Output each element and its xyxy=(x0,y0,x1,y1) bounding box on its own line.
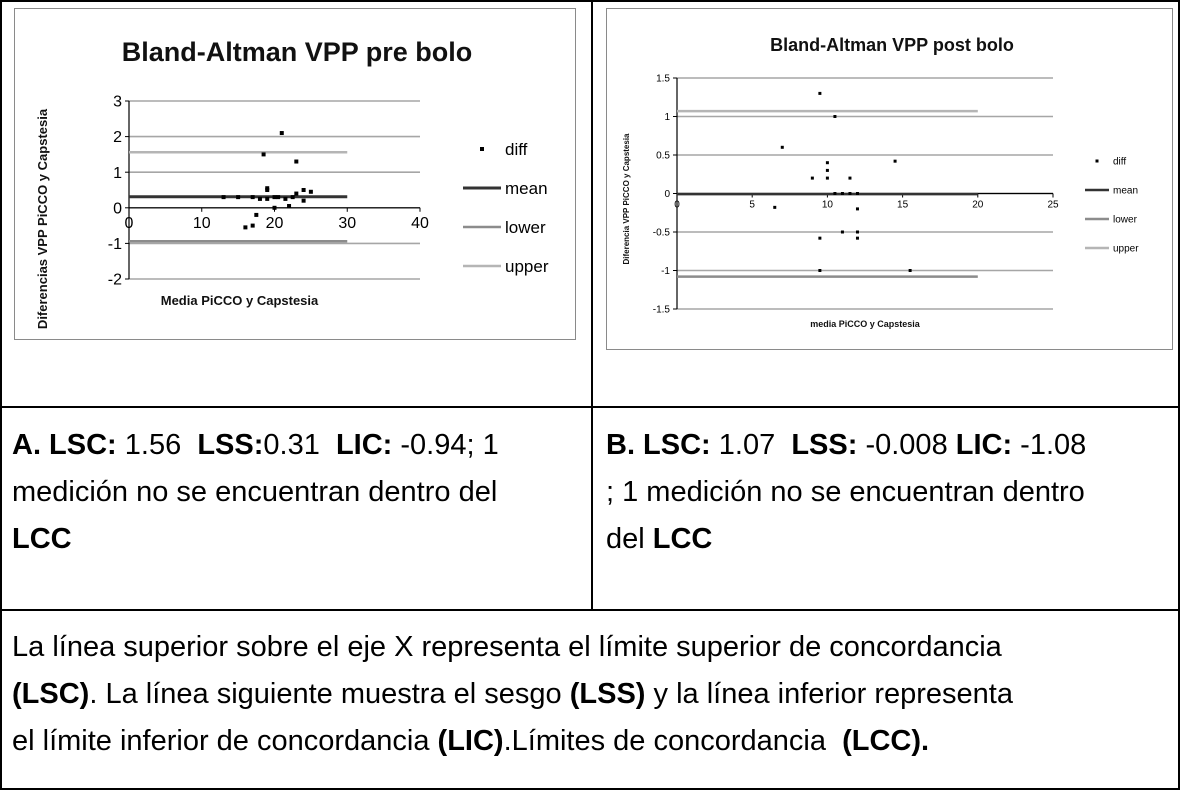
b-line xyxy=(606,516,1174,563)
diff-point xyxy=(826,161,829,164)
diff-point xyxy=(243,225,247,229)
text-run: La línea superior sobre el eje X representa el límite superior de concordancia xyxy=(12,631,1002,663)
diff-point xyxy=(841,192,844,195)
diff-point xyxy=(856,237,859,240)
cell-b-text xyxy=(606,422,1174,563)
diff-point xyxy=(265,188,269,192)
bold-run: (LSS) xyxy=(569,678,646,710)
table-border-left xyxy=(0,0,2,790)
y-tick-label: 1 xyxy=(664,112,670,123)
diff-point xyxy=(811,177,814,180)
a-line xyxy=(12,469,584,516)
diff-point xyxy=(251,224,255,228)
y-tick-label: -1 xyxy=(107,236,122,253)
y-tick-label: 3 xyxy=(113,93,122,111)
diff-point xyxy=(909,269,912,272)
bold-run: LSS: xyxy=(197,429,264,461)
diff-point xyxy=(818,92,821,95)
x-axis-label: Media PiCCO y Capstesia xyxy=(160,293,319,308)
bold-run: LCC xyxy=(12,523,72,555)
diff-point xyxy=(294,192,298,196)
diff-point xyxy=(273,195,277,199)
legend-label-lower: lower xyxy=(1113,214,1137,226)
diff-point xyxy=(302,199,306,203)
diff-point xyxy=(280,131,284,135)
bold-run: A. LSC: xyxy=(12,429,117,461)
diff-point xyxy=(856,231,859,234)
diff-point xyxy=(894,160,897,163)
chart-a-panel xyxy=(14,8,576,340)
diff-point xyxy=(856,207,859,210)
diff-point xyxy=(856,192,859,195)
x-tick-label: 25 xyxy=(1047,199,1059,211)
text-run: medición no se encuentran dentro del xyxy=(12,476,498,508)
diff-point xyxy=(818,269,821,272)
table-divider-col xyxy=(591,0,593,610)
legend-label-upper: upper xyxy=(505,256,549,276)
text-run: 1.07 xyxy=(710,429,792,461)
a-line xyxy=(12,422,584,469)
diff-point xyxy=(287,204,291,208)
diff-point xyxy=(294,160,298,164)
diff-point xyxy=(273,206,277,210)
text-run: y la línea inferior representa xyxy=(645,678,1013,710)
diff-point xyxy=(254,213,258,217)
x-tick-label: 5 xyxy=(749,199,755,211)
x-tick-label: 0 xyxy=(674,199,680,211)
y-tick-label: 1.5 xyxy=(656,73,670,85)
diff-point xyxy=(262,152,266,156)
y-tick-label: 0.5 xyxy=(656,150,670,162)
text-run: ; 1 medición no se encuentran dentro xyxy=(606,476,1085,508)
legend-label-lower: lower xyxy=(505,217,546,237)
x-tick-label: 20 xyxy=(972,199,984,211)
diff-point xyxy=(265,197,269,201)
y-tick-label: 0 xyxy=(664,189,670,200)
bold-run: LSS: xyxy=(791,429,858,461)
bold-run: LIC: xyxy=(955,429,1013,461)
diff-point xyxy=(236,195,240,199)
bold-run: B. LSC: xyxy=(606,429,711,461)
table-border-top xyxy=(0,0,1180,2)
chart-b-panel xyxy=(606,8,1173,350)
x-tick-label: 10 xyxy=(192,214,211,232)
diff-point xyxy=(833,115,836,118)
cell-a-text xyxy=(12,422,584,563)
chart-title: Bland-Altman VPP pre bolo xyxy=(121,37,473,67)
text-run: 0.31 xyxy=(263,429,336,461)
x-tick-label: 0 xyxy=(124,214,134,232)
b-line xyxy=(606,469,1174,516)
caption-line xyxy=(12,671,1174,718)
y-axis-label: Diferencia VPP PiCCO y Capstesia xyxy=(622,133,631,265)
bold-run: (LSC) xyxy=(12,678,90,710)
legend-label-mean: mean xyxy=(1113,185,1139,197)
y-tick-label: -1.5 xyxy=(652,304,670,316)
y-tick-label: 1 xyxy=(113,164,122,182)
text-run: -1.08 xyxy=(1012,429,1087,461)
chart-title: Bland-Altman VPP post bolo xyxy=(770,35,1014,55)
legend-label-upper: upper xyxy=(1113,243,1139,255)
y-tick-label: -1 xyxy=(661,266,670,277)
diff-point xyxy=(309,190,313,194)
y-tick-label: 0 xyxy=(113,200,122,218)
bold-run: (LIC) xyxy=(437,725,504,757)
diff-point xyxy=(826,169,829,172)
a-line xyxy=(12,516,584,563)
text-run: el límite inferior de concordancia xyxy=(12,725,438,757)
diff-point xyxy=(773,206,776,209)
diff-point xyxy=(841,231,844,234)
y-axis-label: Diferencias VPP PiCCO y Capstesia xyxy=(35,108,50,330)
bold-run: LIC: xyxy=(335,429,393,461)
diff-point xyxy=(222,195,226,199)
caption-line xyxy=(12,624,1174,671)
text-run: . La línea siguiente muestra el sesgo xyxy=(89,678,570,710)
x-axis-label: media PiCCO y Capstesia xyxy=(810,319,920,329)
diff-point xyxy=(283,197,287,201)
legend-label-mean: mean xyxy=(505,178,548,198)
y-tick-label: -2 xyxy=(107,271,122,289)
diff-point xyxy=(833,192,836,195)
diff-point xyxy=(291,195,295,199)
x-tick-label: 10 xyxy=(821,199,833,211)
x-tick-label: 30 xyxy=(338,214,357,232)
diff-point xyxy=(818,237,821,240)
text-run: del xyxy=(606,523,653,555)
bold-run: LCC xyxy=(652,523,713,555)
legend-label-diff: diff xyxy=(1113,156,1127,168)
diff-point xyxy=(251,195,255,199)
table-divider-row2 xyxy=(0,609,1180,611)
legend-marker-diff xyxy=(1096,160,1099,163)
diff-point xyxy=(258,197,262,201)
b-line xyxy=(606,422,1174,469)
bold-run: (LCC). xyxy=(842,725,930,757)
diff-point xyxy=(826,177,829,180)
y-tick-label: -0.5 xyxy=(652,227,670,239)
diff-point xyxy=(302,188,306,192)
text-run: .Límites de concordancia xyxy=(503,725,843,757)
legend-label-diff: diff xyxy=(505,139,528,159)
text-run: -0.94; 1 xyxy=(392,429,499,461)
diff-point xyxy=(848,192,851,195)
x-tick-label: 15 xyxy=(897,199,909,211)
chart-b xyxy=(607,9,1172,349)
y-tick-label: 2 xyxy=(113,129,122,147)
diff-point xyxy=(848,177,851,180)
caption-line xyxy=(12,718,1174,765)
text-run: 1.56 xyxy=(116,429,198,461)
x-tick-label: 20 xyxy=(265,214,284,232)
chart-a xyxy=(15,9,575,339)
table-divider-row1 xyxy=(0,406,1180,408)
diff-point xyxy=(276,195,280,199)
text-run: -0.008 xyxy=(857,429,956,461)
diff-point xyxy=(781,146,784,149)
caption-text xyxy=(12,624,1174,765)
legend-marker-diff xyxy=(480,147,484,151)
x-tick-label: 40 xyxy=(411,214,429,232)
